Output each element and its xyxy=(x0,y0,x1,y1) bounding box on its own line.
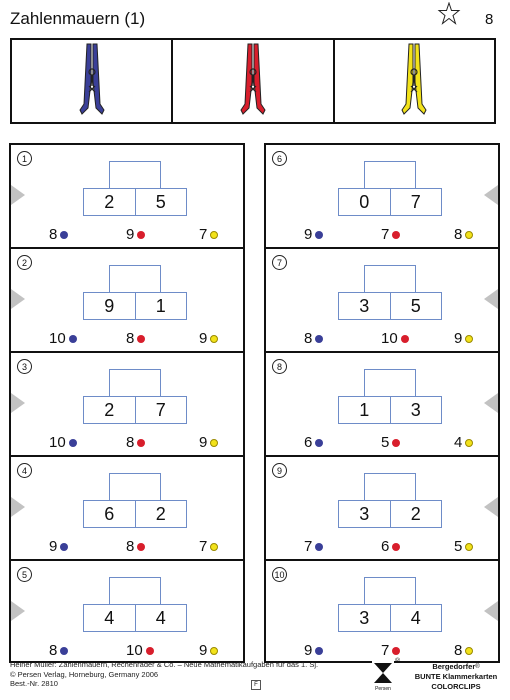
clothespin-blue-icon xyxy=(77,42,107,121)
logo-registered-mark: ® xyxy=(395,658,401,665)
svg-text:Persen: Persen xyxy=(375,686,391,692)
wall-top-brick xyxy=(109,369,161,396)
answer-value: 7 xyxy=(381,642,390,659)
red-dot-icon xyxy=(146,647,154,655)
answer-value: 7 xyxy=(381,226,390,243)
number-wall-card xyxy=(11,145,243,249)
answer-value: 6 xyxy=(304,434,313,451)
arrow-triangle-icon xyxy=(484,185,498,205)
yellow-dot-icon xyxy=(465,335,473,343)
wall-brick: 3 xyxy=(410,399,421,420)
wall-bottom-row xyxy=(338,396,442,424)
wall-top-brick xyxy=(109,473,161,500)
answer-option-blue xyxy=(304,330,323,347)
card-number: 8 xyxy=(272,359,287,374)
answer-value: 4 xyxy=(454,434,463,451)
answer-value: 9 xyxy=(49,538,58,555)
yellow-dot-icon xyxy=(465,439,473,447)
arrow-triangle-icon xyxy=(11,393,25,413)
blue-dot-icon xyxy=(69,439,77,447)
answer-option-blue xyxy=(304,538,323,555)
answer-option-red xyxy=(381,538,400,555)
arrow-triangle-icon xyxy=(484,289,498,309)
wall-brick: 3 xyxy=(339,605,391,631)
answer-option-blue xyxy=(49,226,68,243)
answer-option-yellow xyxy=(454,434,473,451)
answer-value: 5 xyxy=(381,434,390,451)
wall-brick: 3 xyxy=(339,501,391,527)
wall-top-brick xyxy=(364,473,416,500)
wall-bottom-row xyxy=(338,188,442,216)
answer-value: 9 xyxy=(199,434,208,451)
wall-top-brick xyxy=(364,161,416,188)
answer-value: 7 xyxy=(304,538,313,555)
clothespin-strip xyxy=(10,38,496,124)
blue-dot-icon xyxy=(315,231,323,239)
card-column-right xyxy=(264,143,500,663)
clothespin-red-icon xyxy=(238,42,268,121)
arrow-triangle-icon xyxy=(484,393,498,413)
answer-option-blue xyxy=(304,226,323,243)
wall-bottom-row xyxy=(338,500,442,528)
blue-dot-icon xyxy=(60,647,68,655)
wall-brick: 7 xyxy=(155,399,166,420)
answer-value: 8 xyxy=(126,538,135,555)
answer-value: 5 xyxy=(454,538,463,555)
card-number: 9 xyxy=(272,463,287,478)
wall-brick: 4 xyxy=(155,607,166,628)
number-wall-card xyxy=(266,353,498,457)
answer-option-red xyxy=(381,330,409,347)
wall-top-brick xyxy=(109,265,161,292)
answer-option-red xyxy=(381,642,400,659)
yellow-dot-icon xyxy=(210,335,218,343)
answer-value: 9 xyxy=(126,226,135,243)
wall-brick: 1 xyxy=(339,397,391,423)
wall-bottom-row xyxy=(83,292,187,320)
answer-option-red xyxy=(126,642,154,659)
blue-dot-icon xyxy=(315,647,323,655)
answer-option-yellow xyxy=(199,642,218,659)
answer-value: 8 xyxy=(454,642,463,659)
wall-brick: 9 xyxy=(84,293,136,319)
footer-line-3: Best.-Nr. 2810 xyxy=(10,679,58,688)
wall-brick: 6 xyxy=(84,501,136,527)
wall-bottom-row xyxy=(338,604,442,632)
blue-dot-icon xyxy=(60,543,68,551)
answer-value: 10 xyxy=(126,642,143,659)
number-wall-card xyxy=(266,249,498,353)
arrow-triangle-icon xyxy=(484,601,498,621)
yellow-dot-icon xyxy=(210,647,218,655)
answer-value: 10 xyxy=(381,330,398,347)
answer-value: 8 xyxy=(304,330,313,347)
card-number: 3 xyxy=(17,359,32,374)
wall-brick: 4 xyxy=(410,607,421,628)
answer-option-blue xyxy=(304,642,323,659)
clothespin-yellow-icon xyxy=(399,42,429,121)
answer-option-yellow xyxy=(454,330,473,347)
clothespin-cell-red xyxy=(173,40,334,122)
answer-option-yellow xyxy=(454,642,473,659)
arrow-triangle-icon xyxy=(11,289,25,309)
blue-dot-icon xyxy=(69,335,77,343)
wall-bottom-row xyxy=(83,604,187,632)
answer-value: 8 xyxy=(126,330,135,347)
answer-value: 6 xyxy=(381,538,390,555)
answer-option-red xyxy=(126,434,145,451)
answer-option-yellow xyxy=(199,330,218,347)
answer-option-blue xyxy=(304,434,323,451)
answer-option-blue xyxy=(49,330,77,347)
publisher-line-3: COLORCLIPS xyxy=(431,682,481,691)
card-number: 2 xyxy=(17,255,32,270)
answer-value: 8 xyxy=(49,226,58,243)
card-number: 7 xyxy=(272,255,287,270)
blue-dot-icon xyxy=(60,231,68,239)
yellow-dot-icon xyxy=(465,543,473,551)
answer-option-yellow xyxy=(199,226,218,243)
footer-credits xyxy=(10,660,318,689)
wall-brick: 3 xyxy=(339,293,391,319)
wall-brick: 2 xyxy=(84,397,136,423)
publisher-line-1: Bergedorfer xyxy=(432,662,476,671)
wall-brick: 2 xyxy=(155,503,166,524)
answer-value: 9 xyxy=(304,226,313,243)
arrow-triangle-icon xyxy=(11,601,25,621)
answer-option-red xyxy=(126,538,145,555)
wall-brick: 4 xyxy=(84,605,136,631)
answer-value: 7 xyxy=(199,538,208,555)
answer-value: 8 xyxy=(49,642,58,659)
card-number: 6 xyxy=(272,151,287,166)
red-dot-icon xyxy=(392,647,400,655)
yellow-dot-icon xyxy=(210,543,218,551)
number-wall-card xyxy=(266,457,498,561)
number-wall-card xyxy=(11,249,243,353)
answer-value: 9 xyxy=(199,642,208,659)
blue-dot-icon xyxy=(315,439,323,447)
answer-option-red xyxy=(126,330,145,347)
wall-brick: 5 xyxy=(410,295,421,316)
answer-value: 10 xyxy=(49,330,66,347)
answer-option-yellow xyxy=(199,434,218,451)
answer-value: 9 xyxy=(304,642,313,659)
yellow-dot-icon xyxy=(210,231,218,239)
footer-line-2: © Persen Verlag, Horneburg, Germany 2006 xyxy=(10,669,159,679)
red-dot-icon xyxy=(392,439,400,447)
blue-dot-icon xyxy=(315,335,323,343)
wall-top-brick xyxy=(364,369,416,396)
answer-option-blue xyxy=(49,538,68,555)
persen-logo xyxy=(372,661,394,693)
answer-value: 7 xyxy=(199,226,208,243)
answer-option-yellow xyxy=(199,538,218,555)
number-wall-card xyxy=(11,561,243,665)
wall-top-brick xyxy=(364,265,416,292)
wall-top-brick xyxy=(109,577,161,604)
wall-brick: 1 xyxy=(155,295,166,316)
answer-option-red xyxy=(381,226,400,243)
yellow-dot-icon xyxy=(465,647,473,655)
card-number: 5 xyxy=(17,567,32,582)
answer-value: 10 xyxy=(49,434,66,451)
publisher-block xyxy=(404,662,508,692)
number-wall-card xyxy=(11,353,243,457)
footer-mark: F xyxy=(251,680,261,690)
wall-top-brick xyxy=(364,577,416,604)
wall-brick: 2 xyxy=(84,189,136,215)
wall-bottom-row xyxy=(338,292,442,320)
red-dot-icon xyxy=(137,231,145,239)
answer-value: 8 xyxy=(126,434,135,451)
card-column-left xyxy=(9,143,245,663)
publisher-line-2: BUNTE Klammerkarten xyxy=(414,672,498,681)
red-dot-icon xyxy=(401,335,409,343)
arrow-triangle-icon xyxy=(11,185,25,205)
red-dot-icon xyxy=(137,335,145,343)
publisher-registered-mark: ® xyxy=(475,664,480,670)
answer-value: 8 xyxy=(454,226,463,243)
card-number: 1 xyxy=(17,151,32,166)
answer-option-yellow xyxy=(454,538,473,555)
red-dot-icon xyxy=(392,543,400,551)
wall-brick: 2 xyxy=(410,503,421,524)
card-number: 4 xyxy=(17,463,32,478)
wall-bottom-row xyxy=(83,500,187,528)
wall-brick: 0 xyxy=(339,189,391,215)
clothespin-cell-blue xyxy=(12,40,173,122)
answer-option-blue xyxy=(49,642,68,659)
yellow-dot-icon xyxy=(210,439,218,447)
arrow-triangle-icon xyxy=(484,497,498,517)
clothespin-cell-yellow xyxy=(335,40,494,122)
wall-bottom-row xyxy=(83,396,187,424)
card-number: 10 xyxy=(272,567,287,582)
yellow-dot-icon xyxy=(465,231,473,239)
answer-option-red xyxy=(126,226,145,243)
page-number: 8 xyxy=(485,11,494,28)
number-wall-card xyxy=(266,145,498,249)
footer-line-1: Heiner Müller: Zahlenmauern, Rechenräder & Co. – Neue Mathematikaufgaben für das 1. Sj. xyxy=(10,660,319,669)
answer-option-red xyxy=(381,434,400,451)
wall-brick: 5 xyxy=(155,191,166,212)
wall-brick: 7 xyxy=(410,191,421,212)
answer-value: 9 xyxy=(199,330,208,347)
number-wall-card xyxy=(11,457,243,561)
page-title: Zahlenmauern (1) xyxy=(10,9,146,28)
answer-value: 9 xyxy=(454,330,463,347)
answer-option-yellow xyxy=(454,226,473,243)
red-dot-icon xyxy=(137,439,145,447)
wall-top-brick xyxy=(109,161,161,188)
red-dot-icon xyxy=(392,231,400,239)
arrow-triangle-icon xyxy=(11,497,25,517)
number-wall-card xyxy=(266,561,498,665)
red-dot-icon xyxy=(137,543,145,551)
wall-bottom-row xyxy=(83,188,187,216)
star-outline-icon xyxy=(437,2,461,26)
answer-option-blue xyxy=(49,434,77,451)
blue-dot-icon xyxy=(315,543,323,551)
